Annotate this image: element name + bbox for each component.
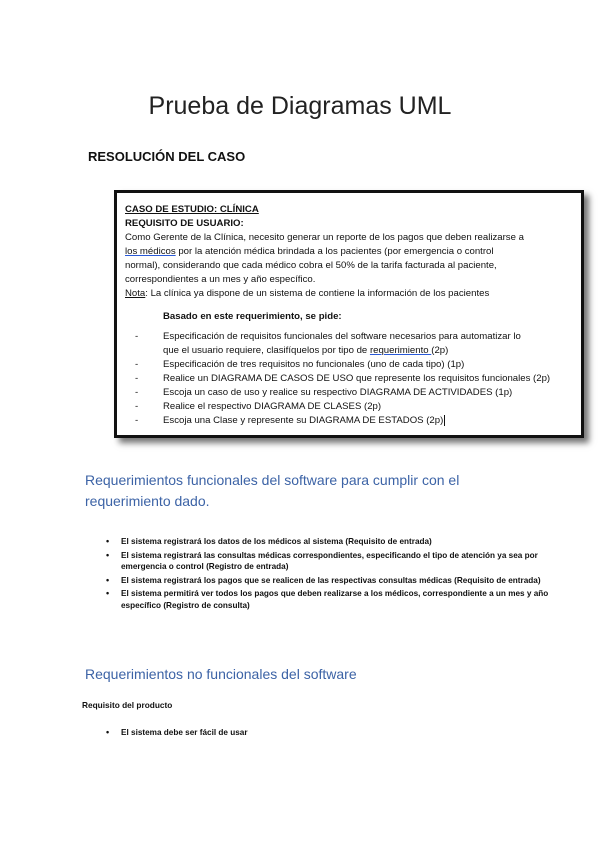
task-item: - Escoja un caso de uso y realice su respectivo DIAGRAMA DE ACTIVIDADES (1p) bbox=[125, 386, 575, 400]
task-list bbox=[125, 330, 575, 428]
note-label: Nota bbox=[125, 288, 146, 299]
functional-heading bbox=[85, 470, 459, 512]
task-item-line-1: Especificación de requisitos funcionales del software necesarios para automatizar lo bbox=[163, 331, 521, 342]
requirement-line-2-rest: por la atención médica brindada a los pacientes (por emergencia o control bbox=[175, 246, 494, 257]
nonfunctional-list bbox=[106, 727, 557, 741]
functional-heading-line-2: requerimiento dado. bbox=[85, 493, 210, 509]
list-item: • El sistema registrará los datos de los médicos al sistema (Requisito de entrada) bbox=[106, 536, 557, 548]
list-item: • El sistema registrará los pagos que se realicen de las respectivas consultas médicas (Requisito de entrada) bbox=[106, 575, 557, 587]
product-requirement-label: Requisito del producto bbox=[82, 700, 173, 710]
requerimiento-link: requerimiento bbox=[369, 345, 432, 356]
task-item-text: Escoja una Clase y represente su DIAGRAMA DE ESTADOS (2p) bbox=[163, 415, 444, 426]
task-item-last bbox=[125, 414, 575, 428]
requirement-line-2 bbox=[125, 245, 575, 259]
list-item: • El sistema registrará las consultas médicas correspondientes, especificando el tipo de atención ya sea por emergencia o control (Registro de entrada) bbox=[106, 550, 557, 573]
note-line bbox=[125, 287, 575, 301]
case-study-box bbox=[114, 190, 584, 438]
medicos-link: los médicos bbox=[125, 246, 176, 257]
case-title: CASO DE ESTUDIO: CLÍNICA bbox=[125, 204, 259, 215]
list-item: • El sistema permitirá ver todos los pagos que deben realizarse a los médicos, correspondiente a un mes y año específico (Registro de consulta) bbox=[106, 588, 557, 611]
based-on-heading: Basado en este requerimiento, se pide: bbox=[163, 311, 342, 322]
task-item: - Realice el respectivo DIAGRAMA DE CLASES (2p) bbox=[125, 400, 575, 414]
task-item-points: (2p) bbox=[431, 345, 449, 356]
requirement-line-4: correspondientes a un mes y año específico. bbox=[125, 274, 316, 285]
resolution-heading: RESOLUCIÓN DEL CASO bbox=[88, 149, 246, 164]
functional-heading-line-1: Requerimientos funcionales del software para cumplir con el bbox=[85, 472, 460, 488]
task-item bbox=[125, 330, 575, 358]
requirement-line-3: normal), considerando que cada médico cobra el 50% de la tarifa facturada al paciente, bbox=[125, 260, 497, 271]
task-item-line-2: que el usuario requiere, clasifíquelos por tipo de bbox=[163, 345, 370, 356]
text-cursor bbox=[444, 415, 445, 426]
task-item: - Especificación de tres requisitos no funcionales (uno de cada tipo) (1p) bbox=[125, 358, 575, 372]
page-title: Prueba de Diagramas UML bbox=[148, 92, 452, 120]
requirement-line-1: Como Gerente de la Clínica, necesito generar un reporte de los pagos que deben realizarse a bbox=[125, 232, 524, 243]
note-text: : La clínica ya dispone de un sistema de contiene la información de los pacientes bbox=[145, 288, 490, 299]
functional-list bbox=[106, 536, 557, 613]
list-item: • El sistema debe ser fácil de usar bbox=[106, 727, 557, 739]
requirement-label: REQUISITO DE USUARIO: bbox=[125, 218, 244, 229]
task-item: - Realice un DIAGRAMA DE CASOS DE USO que represente los requisitos funcionales (2p) bbox=[125, 372, 575, 386]
nonfunctional-heading: Requerimientos no funcionales del software bbox=[85, 666, 357, 682]
